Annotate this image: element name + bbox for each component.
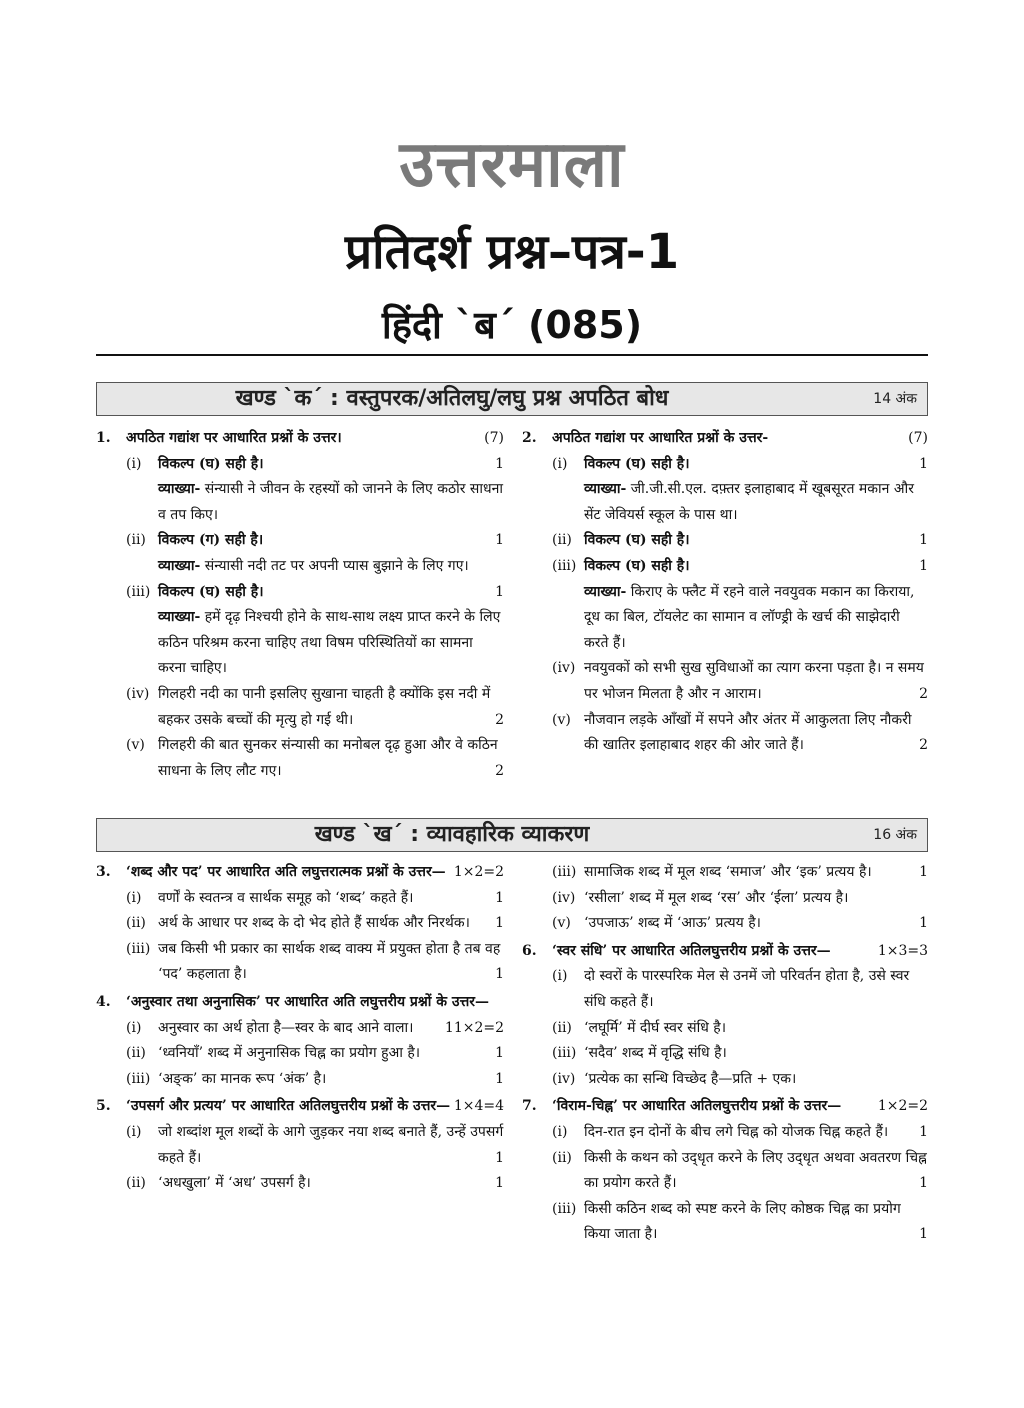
- answer-mark: 1: [919, 864, 928, 880]
- roman-numeral: (iv): [552, 1070, 576, 1087]
- question-marks: 1×4=4: [453, 1098, 504, 1115]
- answer-item: [552, 1067, 928, 1093]
- answer-text: ‘ध्वनियाँ’ शब्द में अनुनासिक चिह्न का प्रयोग हुआ है।: [158, 1045, 421, 1062]
- answer-text: वर्णों के स्वतन्त्र व सार्थक समूह को ‘शब्द’ कहते हैं।: [158, 889, 414, 906]
- question-number: 3.: [96, 864, 111, 880]
- answer-item: [126, 452, 504, 529]
- roman-numeral: (ii): [126, 532, 146, 549]
- answer-mark: 1: [919, 915, 928, 932]
- section-b-left-column: [96, 860, 504, 1197]
- answer-item: [126, 1171, 504, 1197]
- roman-numeral: (ii): [552, 532, 572, 549]
- answer-item: [552, 528, 928, 554]
- answer-text: सामाजिक शब्द में मूल शब्द ‘समाज’ और ‘इक’ प्रत्यय है।: [584, 864, 872, 880]
- answer-mark: 1: [495, 583, 504, 600]
- answer-text: नवयुवकों को सभी सुख सुविधाओं का त्याग करना पड़ता है। न समय पर भोजन मिलता है और न आराम।: [584, 660, 924, 702]
- roman-numeral: (iii): [552, 864, 577, 880]
- answer-item: [552, 886, 928, 912]
- roman-numeral: (iii): [552, 1200, 577, 1217]
- section-b-title: खण्ड `ख´ : व्यावहारिक व्याकरण: [314, 822, 590, 847]
- answer-text: दो स्वरों के पारस्परिक मेल से उनमें जो परिवर्तन होता है, उसे स्वर संधि कहते हैं।: [584, 968, 910, 1010]
- section-a-marks: 14 अंक: [873, 391, 917, 407]
- answer-text: विकल्प (घ) सही है।: [158, 583, 264, 600]
- question-text: ‘शब्द और पद’ पर आधारित अति लघुत्तरात्मक प्रश्नों के उत्तर—: [126, 864, 446, 880]
- section-a-header: [96, 382, 928, 416]
- answer-mark: 1: [919, 1123, 928, 1140]
- explanation-text: संन्यासी ने जीवन के रहस्यों को जानने के लिए कठोर साधना व तप किए।: [158, 481, 503, 523]
- answer-text: गिलहरी की बात सुनकर संन्यासी का मनोबल दृढ़ हुआ और वे कठिन साधना के लिए लौट गए।: [158, 737, 498, 779]
- answer-mark: 1: [495, 1045, 504, 1062]
- question-3: [96, 860, 504, 886]
- answer-text: विकल्प (घ) सही है।: [584, 557, 690, 574]
- subject-code: हिंदी `ब´ (085): [381, 303, 643, 347]
- answer-item: [126, 733, 504, 784]
- answer-item: [126, 528, 504, 579]
- answer-mark: 1: [495, 915, 504, 932]
- roman-numeral: (ii): [552, 1149, 572, 1166]
- explanation: [584, 580, 928, 657]
- section-a-title: खण्ड `क´ : वस्तुपरक/अतिलघु/लघु प्रश्न अपठित बोध: [235, 386, 669, 411]
- roman-numeral: (i): [126, 1123, 142, 1140]
- answers: [96, 1016, 504, 1093]
- answer-text: ‘लघूर्मि’ में दीर्घ स्वर संधि है।: [584, 1019, 727, 1036]
- explanation-label: व्याख्या-: [158, 609, 201, 626]
- answer-text: विकल्प (घ) सही है।: [158, 455, 264, 472]
- explanation-text: जी.जी.सी.एल. दफ़्तर इलाहाबाद में खूबसूरत मकान और सेंट जेवियर्स स्कूल के पास था।: [584, 481, 914, 523]
- answer-text: ‘अधखुला’ में ‘अध’ उपसर्ग है।: [158, 1175, 311, 1192]
- roman-numeral: (v): [126, 737, 145, 754]
- section-a-left-column: [96, 426, 504, 784]
- answer-item: [552, 860, 928, 886]
- question-number: 2.: [522, 430, 537, 446]
- roman-numeral: (iv): [552, 889, 576, 906]
- question-marks: (7): [908, 430, 928, 446]
- roman-numeral: (v): [552, 915, 571, 932]
- section-b-right-column: [522, 860, 928, 1248]
- roman-numeral: (i): [126, 1019, 142, 1036]
- answer-mark: 1: [495, 1175, 504, 1192]
- question-marks: 1×3=3: [877, 942, 928, 959]
- answer-text: विकल्प (ग) सही है।: [158, 532, 264, 549]
- roman-numeral: (ii): [552, 1019, 572, 1036]
- paper-title: प्रतिदर्श प्रश्न–पत्र-1: [344, 224, 680, 280]
- answer-mark: 2: [495, 711, 504, 728]
- question-number: 5.: [96, 1098, 111, 1115]
- answers: [522, 964, 928, 1092]
- answer-item: [126, 1041, 504, 1067]
- explanation: [584, 477, 928, 528]
- answer-text: ‘उपजाऊ’ शब्द में ‘आऊ’ प्रत्यय है।: [584, 915, 761, 932]
- answer-item: [552, 656, 928, 707]
- answer-item: [126, 580, 504, 682]
- question-marks: 1×2=2: [453, 1019, 504, 1036]
- answer-text: किसी कठिन शब्द को स्पष्ट करने के लिए कोष्ठक चिह्न का प्रयोग किया जाता है।: [584, 1200, 901, 1243]
- answer-item: [126, 1120, 504, 1171]
- roman-numeral: (iii): [126, 1070, 151, 1087]
- answer-text: जो शब्दांश मूल शब्दों के आगे जुड़कर नया शब्द बनाते हैं, उन्हें उपसर्ग कहते हैं।: [158, 1123, 504, 1166]
- roman-numeral: (ii): [126, 1175, 146, 1192]
- answer-item: [126, 1016, 504, 1042]
- answer-item: [552, 1016, 928, 1042]
- roman-numeral: (iii): [126, 583, 151, 600]
- explanation-label: व्याख्या-: [158, 481, 201, 498]
- explanation-text: किराए के फ्लैट में रहने वाले नवयुवक मकान का किराया, दूध का बिल, टॉयलेट का सामान व लॉण्ड्री के खर्च की साझेदारी करते हैं।: [584, 583, 915, 651]
- answers: [96, 452, 504, 785]
- question-text: ‘विराम-चिह्न’ पर आधारित अतिलघुत्तरीय प्रश्नों के उत्तर—: [552, 1098, 842, 1115]
- question-marks: 1×2=2: [877, 1098, 928, 1115]
- explanation-text: हमें दृढ़ निश्चयी होने के साथ-साथ लक्ष्य प्राप्त करने के लिए कठिन परिश्रम करना चाहिए तथा विषम परिस्थितियों का सामना करना चाहिए।: [158, 609, 501, 677]
- answer-item: [126, 886, 504, 912]
- roman-numeral: (ii): [126, 1045, 146, 1062]
- answer-item: [552, 1120, 928, 1146]
- answer-text: नौजवान लड़के आँखों में सपने और अंतर में आकुलता लिए नौकरी की खातिर इलाहाबाद शहर की ओर जाते हैं।: [584, 711, 912, 754]
- page-title: उत्तरमाला: [399, 128, 625, 202]
- answer-item: [126, 937, 504, 988]
- answer-text: ‘अङ्‌क’ का मानक रूप ‘अंक’ है।: [158, 1070, 327, 1087]
- answer-item: [552, 1197, 928, 1248]
- answer-text: गिलहरी नदी का पानी इसलिए सुखाना चाहती है क्योंकि इस नदी में बहकर उसके बच्चों की मृत्यु हो गई थी।: [158, 685, 491, 728]
- answer-text: अनुस्वार का अर्थ होता है—स्वर के बाद आने वाला।: [158, 1019, 414, 1036]
- explanation-text: संन्यासी नदी तट पर अपनी प्यास बुझाने के लिए गए।: [200, 557, 469, 574]
- explanation: [158, 477, 504, 528]
- header-divider: [96, 354, 928, 356]
- answer-text: ‘प्रत्येक का सन्धि विच्छेद है—प्रति + एक।: [584, 1070, 797, 1087]
- answer-text: ‘सदैव’ शब्द में वृद्धि संधि है।: [584, 1045, 727, 1062]
- answer-mark: 2: [919, 685, 928, 702]
- question-7: [522, 1094, 928, 1120]
- question-number: 6.: [522, 942, 537, 959]
- answer-text: विकल्प (घ) सही है।: [584, 532, 690, 549]
- answers: [96, 1120, 504, 1197]
- question-5: [96, 1094, 504, 1120]
- roman-numeral: (iv): [126, 685, 150, 702]
- question-number: 1.: [96, 430, 111, 446]
- question-1: [96, 426, 504, 452]
- roman-numeral: (iii): [552, 557, 577, 574]
- roman-numeral: (iii): [552, 1045, 577, 1062]
- answer-mark: 1: [495, 889, 504, 906]
- explanation-label: व्याख्या-: [158, 557, 201, 574]
- roman-numeral: (i): [126, 455, 142, 472]
- question-marks: 1×2=2: [453, 864, 504, 880]
- question-text: अपठित गद्यांश पर आधारित प्रश्नों के उत्तर।: [126, 430, 342, 446]
- answer-mark: 2: [919, 737, 928, 754]
- section-b-marks: 16 अंक: [873, 827, 917, 843]
- answers: [522, 452, 928, 759]
- answer-mark: 1: [919, 455, 928, 472]
- answer-mark: 1: [495, 532, 504, 549]
- answer-item: [126, 1067, 504, 1093]
- answers: [522, 1120, 928, 1248]
- question-text: अपठित गद्यांश पर आधारित प्रश्नों के उत्तर-: [552, 430, 769, 446]
- answers: [96, 886, 504, 988]
- answer-item: [552, 554, 928, 656]
- answer-item: [552, 911, 928, 937]
- answer-text: विकल्प (घ) सही है।: [584, 455, 690, 472]
- roman-numeral: (iv): [552, 660, 576, 677]
- answer-mark: 1: [919, 557, 928, 574]
- explanation-label: व्याख्या-: [584, 583, 627, 600]
- question-2: [522, 426, 928, 452]
- answer-mark: 1: [919, 1226, 928, 1243]
- explanation-label: व्याख्या-: [584, 481, 627, 498]
- answers: [522, 860, 928, 937]
- answer-mark: 1: [495, 966, 504, 983]
- roman-numeral: (i): [552, 1123, 568, 1140]
- answer-text: जब किसी भी प्रकार का सार्थक शब्द वाक्य में प्रयुक्त होता है तब वह ‘पद’ कहलाता है।: [158, 940, 501, 983]
- section-a-right-column: [522, 426, 928, 759]
- question-text: ‘स्वर संधि’ पर आधारित अतिलघुत्तरीय प्रश्नों के उत्तर—: [552, 942, 831, 959]
- answer-item: [552, 452, 928, 529]
- answer-item: [126, 911, 504, 937]
- answer-text: अर्थ के आधार पर शब्द के दो भेद होते हैं सार्थक और निरर्थक।: [158, 915, 470, 932]
- answer-item: [552, 1146, 928, 1197]
- answer-text: ‘रसीला’ शब्द में मूल शब्द ‘रस’ और ‘ईला’ प्रत्यय है।: [584, 889, 849, 906]
- answer-mark: 2: [495, 762, 504, 779]
- answer-item: [552, 964, 928, 1015]
- roman-numeral: (i): [552, 968, 568, 985]
- explanation: [158, 554, 504, 580]
- roman-numeral: (i): [552, 455, 568, 472]
- explanation: [158, 605, 504, 682]
- roman-numeral: (v): [552, 711, 571, 728]
- question-text: ‘उपसर्ग और प्रत्यय’ पर आधारित अतिलघुत्तरीय प्रश्नों के उत्तर—: [126, 1098, 451, 1115]
- answer-mark: 1: [444, 1019, 454, 1036]
- question-6: [522, 939, 928, 965]
- answer-mark: 1: [495, 1070, 504, 1087]
- section-b-header: [96, 818, 928, 852]
- question-number: 4.: [96, 993, 111, 1010]
- roman-numeral: (i): [126, 889, 142, 906]
- answer-mark: 1: [919, 532, 928, 549]
- answer-mark: 1: [919, 1175, 928, 1192]
- roman-numeral: (iii): [126, 940, 151, 957]
- question-number: 7.: [522, 1098, 537, 1115]
- question-text: ‘अनुस्वार तथा अनुनासिक’ पर आधारित अति लघुत्तरीय प्रश्नों के उत्तर—: [126, 993, 489, 1010]
- answer-text: किसी के कथन को उद्‌धृत करने के लिए उद्‌धृत अथवा अवतरण चिह्न का प्रयोग करते हैं।: [584, 1149, 927, 1192]
- answer-item: [126, 682, 504, 733]
- answer-mark: 1: [495, 1149, 504, 1166]
- answer-item: [552, 708, 928, 759]
- answer-item: [552, 1041, 928, 1067]
- question-marks: (7): [484, 430, 504, 446]
- answer-text: दिन-रात इन दोनों के बीच लगे चिह्न को योजक चिह्न कहते हैं।: [584, 1123, 889, 1140]
- roman-numeral: (ii): [126, 915, 146, 932]
- answer-mark: 1: [495, 455, 504, 472]
